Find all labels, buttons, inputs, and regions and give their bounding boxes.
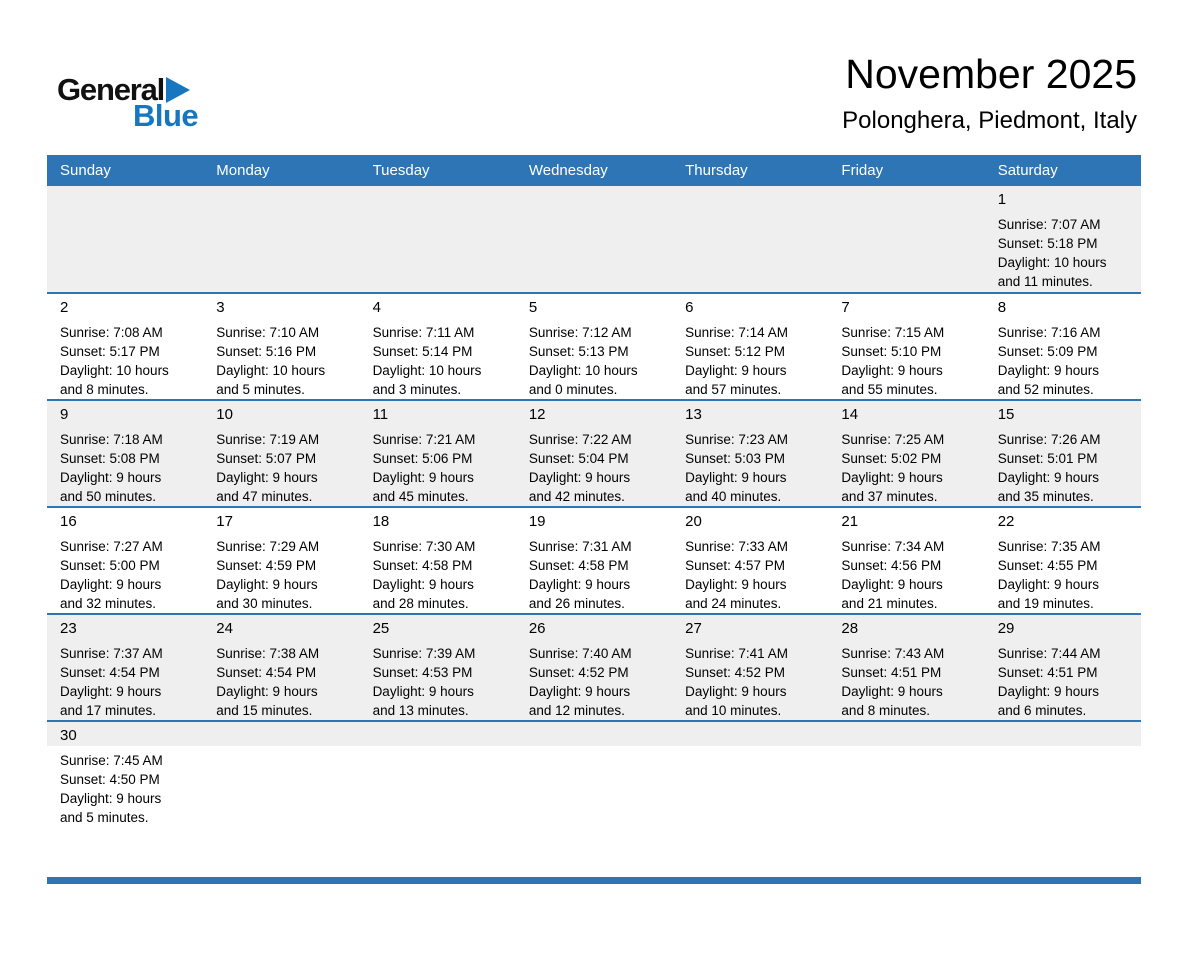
day-cell-13 [672,401,828,506]
day-cell-28 [828,615,984,720]
daylight-hours-line: Daylight: 10 hours [60,363,169,379]
day-number: 28 [841,620,859,638]
day-number: 30 [60,727,77,745]
title-block [842,52,1141,135]
day-cell-24 [203,615,359,720]
daylight-hours-line: Daylight: 9 hours [997,363,1100,379]
week-row-3 [47,399,1141,506]
sunset-line: Sunset: 4:53 PM [372,665,473,681]
day-cell-4 [360,294,516,399]
sunrise-line: Sunrise: 7:37 AM [60,646,163,662]
daylight-hours-line: Daylight: 9 hours [372,577,474,593]
day-number: 12 [528,406,546,424]
sunset-line: Sunset: 5:17 PM [60,344,160,360]
daylight-hours-line: Daylight: 10 hours [528,363,638,379]
sunset-line: Sunset: 5:00 PM [60,558,160,574]
sunrise-line: Sunrise: 7:12 AM [528,325,632,341]
sunset-line: Sunset: 5:10 PM [841,344,942,360]
logo-text-general: General [57,72,165,107]
sunrise-line: Sunrise: 7:07 AM [997,217,1101,233]
sunset-line: Sunset: 5:18 PM [997,236,1098,252]
day-number: 8 [997,299,1007,317]
day-cell-2 [47,294,203,399]
day-cell-23 [47,615,203,720]
week-row-2 [47,292,1141,399]
day-number: 13 [685,406,702,424]
sunrise-line: Sunrise: 7:34 AM [841,539,945,555]
day-number: 21 [841,513,859,531]
day-cell-6 [672,294,828,399]
week-row-6 [47,720,1141,877]
empty-day-cell [47,186,203,292]
daylight-minutes-line: and 35 minutes. [997,489,1094,505]
empty-day-cell [828,186,984,292]
weekday-sunday: Sunday [60,162,111,180]
sunrise-line: Sunrise: 7:14 AM [685,325,788,341]
daylight-minutes-line: and 24 minutes. [685,596,782,612]
sunrise-line: Sunrise: 7:26 AM [997,432,1101,448]
weekday-saturday: Saturday [997,162,1058,180]
day-cell-3 [203,294,359,399]
daylight-minutes-line: and 5 minutes. [216,382,305,398]
day-number: 19 [528,513,546,531]
empty-day-cell [516,722,672,877]
logo-text-blue: Blue [133,98,199,133]
day-cell-16 [47,508,203,613]
daylight-minutes-line: and 13 minutes. [372,703,469,719]
sunset-line: Sunset: 5:03 PM [685,451,785,467]
day-cell-7 [828,294,984,399]
daylight-hours-line: Daylight: 9 hours [841,684,943,700]
sunset-line: Sunset: 4:54 PM [216,665,317,681]
day-number: 15 [997,406,1015,424]
day-number: 6 [685,299,694,317]
daylight-hours-line: Daylight: 9 hours [841,470,943,486]
sunset-line: Sunset: 4:51 PM [997,665,1098,681]
daylight-minutes-line: and 0 minutes. [528,382,618,398]
day-number: 9 [60,406,69,424]
daylight-hours-line: Daylight: 9 hours [60,791,162,807]
sunrise-line: Sunrise: 7:21 AM [372,432,476,448]
day-cell-26 [516,615,672,720]
daylight-hours-line: Daylight: 9 hours [997,470,1100,486]
sunset-line: Sunset: 5:14 PM [372,344,473,360]
daylight-minutes-line: and 8 minutes. [841,703,930,719]
daylight-minutes-line: and 5 minutes. [60,810,149,826]
sunset-line: Sunset: 5:06 PM [372,451,473,467]
empty-day-cell [203,186,359,292]
day-number: 17 [216,513,233,531]
sunset-line: Sunset: 4:59 PM [216,558,317,574]
daylight-minutes-line: and 10 minutes. [685,703,782,719]
sunset-line: Sunset: 4:56 PM [841,558,942,574]
day-number: 24 [216,620,233,638]
daylight-hours-line: Daylight: 9 hours [60,470,162,486]
sunrise-line: Sunrise: 7:45 AM [60,753,163,769]
daylight-hours-line: Daylight: 9 hours [841,577,943,593]
sunset-line: Sunset: 4:50 PM [60,772,160,788]
day-number: 5 [528,299,538,317]
empty-day-cell [360,186,516,292]
sunrise-line: Sunrise: 7:41 AM [685,646,788,662]
day-number: 20 [685,513,702,531]
daylight-minutes-line: and 3 minutes. [372,382,462,398]
day-cell-27 [672,615,828,720]
day-cell-15 [985,401,1141,506]
daylight-hours-line: Daylight: 9 hours [528,577,631,593]
sunrise-line: Sunrise: 7:25 AM [841,432,945,448]
sunset-line: Sunset: 4:54 PM [60,665,160,681]
day-cell-17 [203,508,359,613]
sunrise-line: Sunrise: 7:39 AM [372,646,476,662]
daylight-minutes-line: and 28 minutes. [372,596,469,612]
general-blue-logo [47,52,198,131]
sunrise-line: Sunrise: 7:22 AM [528,432,632,448]
daylight-minutes-line: and 47 minutes. [216,489,313,505]
sunset-line: Sunset: 5:02 PM [841,451,942,467]
empty-day-cell [985,722,1141,877]
daylight-hours-line: Daylight: 9 hours [997,684,1100,700]
daylight-minutes-line: and 45 minutes. [372,489,469,505]
empty-day-cell [828,722,984,877]
day-cell-14 [828,401,984,506]
daylight-minutes-line: and 32 minutes. [60,596,157,612]
daylight-hours-line: Daylight: 9 hours [528,470,631,486]
sunset-line: Sunset: 5:09 PM [997,344,1098,360]
daylight-hours-line: Daylight: 9 hours [216,470,318,486]
sunset-line: Sunset: 4:51 PM [841,665,942,681]
sunset-line: Sunset: 5:07 PM [216,451,317,467]
daylight-minutes-line: and 21 minutes. [841,596,938,612]
sunset-line: Sunset: 5:08 PM [60,451,160,467]
sunrise-line: Sunrise: 7:40 AM [528,646,632,662]
daylight-hours-line: Daylight: 9 hours [685,363,787,379]
daylight-minutes-line: and 11 minutes. [997,274,1093,290]
empty-day-cell [203,722,359,877]
day-number: 1 [997,191,1007,209]
daylight-minutes-line: and 26 minutes. [528,596,625,612]
day-cell-11 [360,401,516,506]
day-cell-12 [516,401,672,506]
sunrise-line: Sunrise: 7:16 AM [997,325,1101,341]
day-cell-5 [516,294,672,399]
day-cell-25 [360,615,516,720]
sunrise-line: Sunrise: 7:18 AM [60,432,163,448]
week-row-4 [47,506,1141,613]
daylight-minutes-line: and 17 minutes. [60,703,157,719]
daylight-minutes-line: and 40 minutes. [685,489,782,505]
daylight-minutes-line: and 15 minutes. [216,703,313,719]
page-header [47,52,1141,135]
daylight-minutes-line: and 50 minutes. [60,489,157,505]
empty-day-cell [516,186,672,292]
daylight-minutes-line: and 52 minutes. [997,382,1094,398]
daylight-minutes-line: and 19 minutes. [997,596,1094,612]
empty-day-cell [672,722,828,877]
day-cell-20 [672,508,828,613]
day-number: 3 [216,299,225,317]
daylight-hours-line: Daylight: 9 hours [685,577,787,593]
day-number: 25 [372,620,390,638]
sunset-line: Sunset: 5:12 PM [685,344,785,360]
weekday-friday: Friday [841,162,884,180]
sunrise-line: Sunrise: 7:15 AM [841,325,945,341]
daylight-hours-line: Daylight: 9 hours [528,684,631,700]
sunrise-line: Sunrise: 7:30 AM [372,539,476,555]
sunset-line: Sunset: 5:13 PM [528,344,629,360]
week-row-1 [47,186,1141,292]
daylight-minutes-line: and 6 minutes. [997,703,1087,719]
daylight-minutes-line: and 57 minutes. [685,382,782,398]
day-cell-22 [985,508,1141,613]
day-number: 18 [372,513,390,531]
day-cell-30 [47,722,203,877]
day-number: 26 [528,620,546,638]
daylight-hours-line: Daylight: 9 hours [997,577,1100,593]
calendar-page [47,52,1141,884]
daylight-hours-line: Daylight: 9 hours [216,684,318,700]
day-number: 22 [997,513,1015,531]
sunrise-line: Sunrise: 7:27 AM [60,539,163,555]
daylight-minutes-line: and 55 minutes. [841,382,938,398]
day-number: 14 [841,406,859,424]
day-number: 29 [997,620,1015,638]
sunrise-line: Sunrise: 7:08 AM [60,325,163,341]
day-number: 4 [372,299,381,317]
day-number: 23 [60,620,77,638]
sunrise-line: Sunrise: 7:10 AM [216,325,320,341]
weekday-header-row [47,155,1141,186]
daylight-hours-line: Daylight: 10 hours [997,255,1107,271]
sunset-line: Sunset: 4:58 PM [372,558,473,574]
empty-day-cell [672,186,828,292]
sunrise-line: Sunrise: 7:29 AM [216,539,320,555]
sunrise-line: Sunrise: 7:43 AM [841,646,945,662]
sunset-line: Sunset: 5:04 PM [528,451,629,467]
day-cell-18 [360,508,516,613]
daylight-minutes-line: and 37 minutes. [841,489,938,505]
day-cell-8 [985,294,1141,399]
daylight-hours-line: Daylight: 9 hours [60,684,162,700]
daylight-hours-line: Daylight: 9 hours [216,577,318,593]
daylight-minutes-line: and 30 minutes. [216,596,313,612]
page-title: November 2025 [845,51,1137,97]
day-number: 27 [685,620,702,638]
sunset-line: Sunset: 4:55 PM [997,558,1098,574]
sunset-line: Sunset: 4:52 PM [685,665,785,681]
day-number: 2 [60,299,69,317]
sunrise-line: Sunrise: 7:44 AM [997,646,1101,662]
daylight-hours-line: Daylight: 9 hours [60,577,162,593]
daylight-minutes-line: and 12 minutes. [528,703,625,719]
sunrise-line: Sunrise: 7:11 AM [372,325,475,341]
daylight-minutes-line: and 8 minutes. [60,382,149,398]
day-cell-10 [203,401,359,506]
daylight-hours-line: Daylight: 9 hours [372,684,474,700]
calendar-grid [47,186,1141,877]
calendar-bottom-bar [47,877,1141,884]
daylight-hours-line: Daylight: 9 hours [685,470,787,486]
day-cell-19 [516,508,672,613]
sunrise-line: Sunrise: 7:23 AM [685,432,788,448]
sunrise-line: Sunrise: 7:31 AM [528,539,632,555]
daylight-hours-line: Daylight: 10 hours [216,363,326,379]
daylight-minutes-line: and 42 minutes. [528,489,625,505]
daylight-hours-line: Daylight: 10 hours [372,363,482,379]
sunset-line: Sunset: 4:57 PM [685,558,785,574]
sunrise-line: Sunrise: 7:19 AM [216,432,320,448]
day-cell-21 [828,508,984,613]
calendar [47,155,1141,884]
sunrise-line: Sunrise: 7:33 AM [685,539,788,555]
empty-day-cell [360,722,516,877]
sunrise-line: Sunrise: 7:35 AM [997,539,1101,555]
daylight-hours-line: Daylight: 9 hours [685,684,787,700]
week-row-5 [47,613,1141,720]
daylight-hours-line: Daylight: 9 hours [841,363,943,379]
sunset-line: Sunset: 5:01 PM [997,451,1098,467]
day-number: 7 [841,299,850,317]
day-number: 11 [372,406,389,424]
page-subtitle: Polonghera, Piedmont, Italy [842,107,1137,135]
day-number: 10 [216,406,233,424]
day-cell-1 [985,186,1141,292]
day-cell-29 [985,615,1141,720]
sunset-line: Sunset: 4:52 PM [528,665,629,681]
sunset-line: Sunset: 5:16 PM [216,344,317,360]
weekday-tuesday: Tuesday [372,162,430,180]
weekday-thursday: Thursday [685,162,748,180]
day-cell-9 [47,401,203,506]
day-number: 16 [60,513,77,531]
weekday-wednesday: Wednesday [528,162,608,180]
sunrise-line: Sunrise: 7:38 AM [216,646,320,662]
weekday-monday: Monday [216,162,270,180]
daylight-hours-line: Daylight: 9 hours [372,470,474,486]
sunset-line: Sunset: 4:58 PM [528,558,629,574]
